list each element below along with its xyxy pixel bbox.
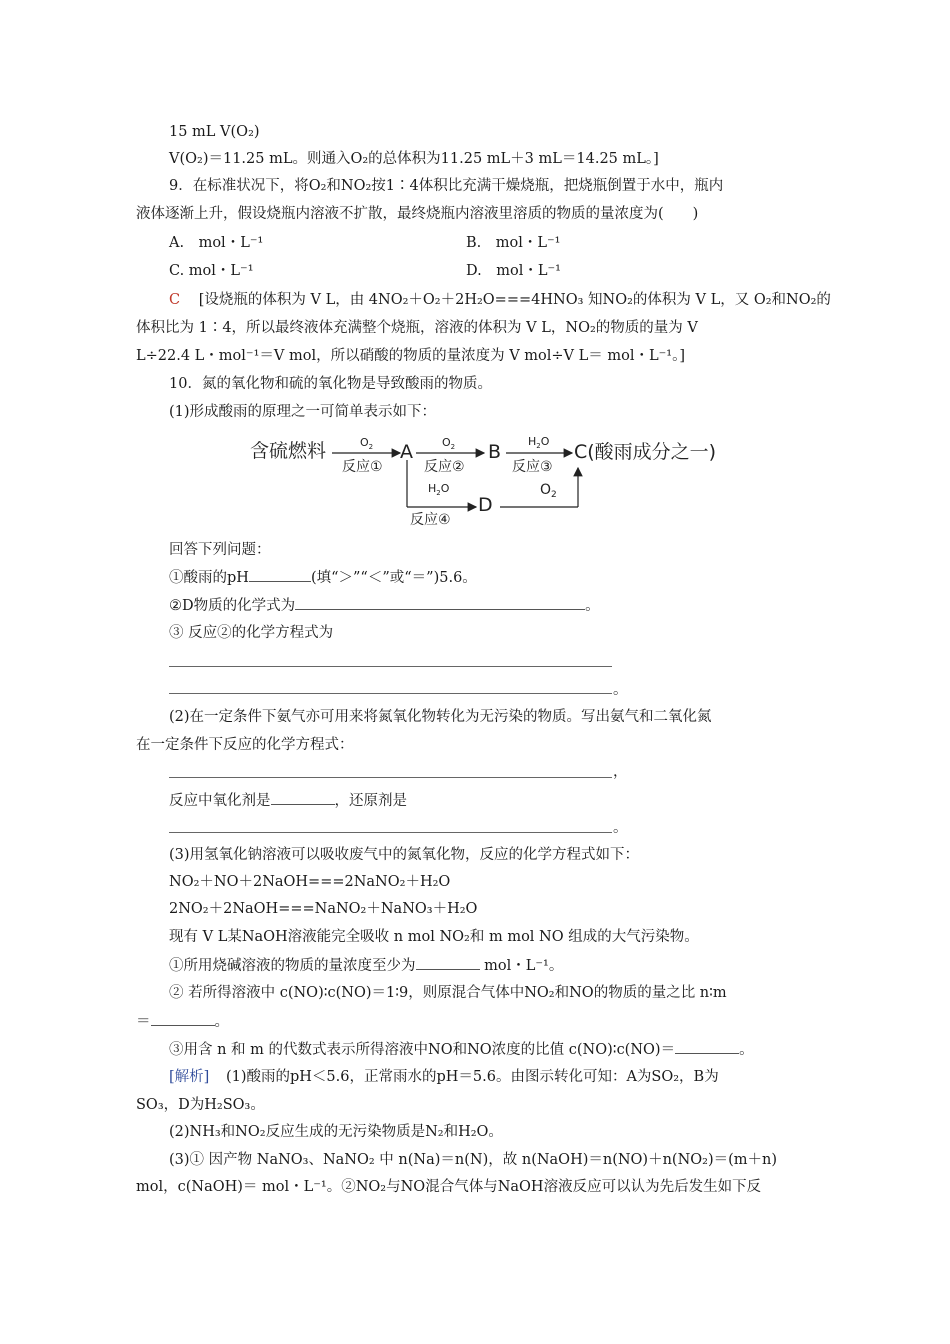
- start-label: 含硫燃料: [250, 440, 327, 462]
- part-2: (2)在一定条件下氨气亦可用来将氮氧化物转化为无污染的物质。写出氨气和二氧化氮: [169, 709, 712, 725]
- text: (填“＞”“＜”或“＝”)5.6。: [310, 570, 477, 586]
- answer-line[interactable]: [169, 777, 612, 778]
- text: ①所用烧碱溶液的物质的量浓度至少为: [169, 958, 416, 974]
- text: ，还原剂是: [334, 793, 407, 809]
- h2o-label: $H_2O$: [428, 482, 450, 497]
- blank-field[interactable]: [295, 595, 585, 610]
- text: 。: [214, 1014, 229, 1030]
- option-d: D. mol・L⁻¹: [466, 263, 561, 279]
- d-label: D: [478, 494, 493, 516]
- sub-question-1: [169, 567, 477, 588]
- solution-3-cont: mol，c(NaOH)＝ mol・L⁻¹。②NO₂与NO混合气体与NaOH溶液反应可以认为先后发生如下反: [136, 1179, 762, 1195]
- text: ②D物质的化学式为: [169, 598, 296, 614]
- answer-line[interactable]: [169, 832, 612, 833]
- solution-2: (2)NH₃和NO₂反应生成的无污染物质是N₂和H₂O。: [169, 1124, 503, 1140]
- h2o-label: $H_2O$: [528, 435, 550, 450]
- part-2-cont: 在一定条件下反应的化学方程式：: [136, 737, 354, 753]
- equation-1: NO₂＋NO＋2NaOH===2NaNO₂＋H₂O: [169, 874, 451, 890]
- sub-question-3: ③ 反应②的化学方程式为: [169, 625, 334, 641]
- analysis-tag: [解析]: [169, 1069, 210, 1085]
- blank-field[interactable]: [151, 1011, 215, 1026]
- answer-9-cont: 体积比为 1∶4，所以最终液体充满整个烧瓶，溶液的体积为 V L，NO₂的物质的量为 V: [136, 320, 698, 336]
- a-label: A: [400, 441, 413, 463]
- reaction-1-label: 反应①: [342, 459, 383, 475]
- text: 。: [613, 820, 628, 836]
- text: ，: [613, 764, 628, 780]
- c-label: C(酸雨成分之一): [574, 441, 717, 463]
- reaction-2-label: 反应②: [424, 459, 465, 475]
- answer-9: [169, 290, 831, 310]
- solution-1: [169, 1067, 719, 1087]
- question-9: 9．在标准状况下，将O₂和NO₂按1∶4体积比充满干燥烧瓶，把烧瓶倒置于水中，瓶内: [169, 178, 724, 194]
- solution-3: (3)① 因产物 NaNO₃、NaNO₂ 中 n(Na)＝n(N)，故 n(NaOH)＝n(NO)＋n(NO₂)＝(m＋n): [169, 1152, 778, 1168]
- solution-1-cont: SO₃，D为H₂SO₃。: [136, 1097, 265, 1113]
- option-b: B. mol・L⁻¹: [466, 235, 561, 251]
- text: 反应中氧化剂是: [169, 793, 271, 809]
- question-9-cont: 液体逐渐上升，假设烧瓶内溶液不扩散，最终烧瓶内溶液里溶质的物质的量浓度为( ): [136, 206, 699, 222]
- blank-field[interactable]: [416, 955, 480, 970]
- text: 。: [739, 1042, 754, 1058]
- part-3-q2-cont: [136, 1011, 229, 1032]
- blank-field[interactable]: [675, 1039, 739, 1054]
- part-3-q2: ② 若所得溶液中 c(NO)∶c(NO)＝1∶9，则原混合气体中NO₂和NO的物质的量之比 n∶m: [169, 985, 727, 1001]
- reaction-3-label: 反应③: [512, 459, 553, 475]
- reaction-4-label: 反应④: [410, 512, 451, 528]
- acid-rain-diagram: [250, 428, 740, 528]
- blank-field[interactable]: [271, 790, 335, 805]
- part-3-q3: [169, 1039, 754, 1060]
- equation-2: 2NO₂＋2NaOH===NaNO₂＋NaNO₃＋H₂O: [169, 901, 478, 917]
- text: ＝: [136, 1014, 151, 1030]
- part-3: (3)用氢氧化钠溶液可以吸收废气中的氮氧化物，反应的化学方程式如下：: [169, 847, 640, 863]
- question-10: 10．氮的氧化物和硫的氧化物是导致酸雨的物质。: [169, 376, 492, 392]
- text: 。: [585, 598, 600, 614]
- question-10-part1: (1)形成酸雨的原理之一可简单表示如下：: [169, 404, 437, 420]
- answer-line[interactable]: [169, 693, 612, 694]
- answer-9-cont: L÷22.4 L・mol⁻¹＝V mol，所以硝酸的物质的量浓度为 V mol÷V L＝ mol・L⁻¹。]: [136, 348, 685, 364]
- option-c: C. mol・L⁻¹: [169, 263, 254, 279]
- part-2-agents: [169, 790, 407, 811]
- text: mol・L⁻¹。: [479, 958, 564, 974]
- text: ①酸雨的pH: [169, 570, 249, 586]
- answer-line[interactable]: [169, 666, 612, 667]
- part-3-intro: 现有 V L某NaOH溶液能完全吸收 n mol NO₂和 m mol NO 组成的大气污染物。: [169, 929, 699, 945]
- text-line: V(O₂)＝11.25 mL。则通入O₂的总体积为11.25 mL＋3 mL＝14.25 mL。]: [169, 151, 659, 167]
- b-label: B: [488, 441, 502, 463]
- text: 。: [613, 682, 628, 698]
- sub-question-2: [169, 595, 600, 616]
- text: (1)酸雨的pH＜5.6，正常雨水的pH＝5.6。由图示转化可知：A为SO₂，B为: [225, 1069, 719, 1085]
- text-line: 15 mL V(O₂): [169, 124, 260, 140]
- o2-label: $O_2$: [360, 436, 374, 451]
- option-a: A. mol・L⁻¹: [169, 235, 264, 251]
- blank-field[interactable]: [249, 567, 311, 582]
- o2-label: $O_2$: [540, 482, 557, 500]
- text: ③用含 n 和 m 的代数式表示所得溶液中NO和NO浓度的比值 c(NO)∶c(NO)＝: [169, 1042, 676, 1058]
- answer-text: [设烧瓶的体积为 V L，由 4NO₂＋O₂＋2H₂O===4HNO₃ 知NO₂的体积为 V L，又 O₂和NO₂的: [198, 292, 831, 308]
- o2-label: $O_2$: [442, 436, 456, 451]
- part-3-q1: [169, 955, 563, 976]
- answer-letter: C: [169, 292, 181, 308]
- answer-prompt: 回答下列问题：: [169, 542, 271, 558]
